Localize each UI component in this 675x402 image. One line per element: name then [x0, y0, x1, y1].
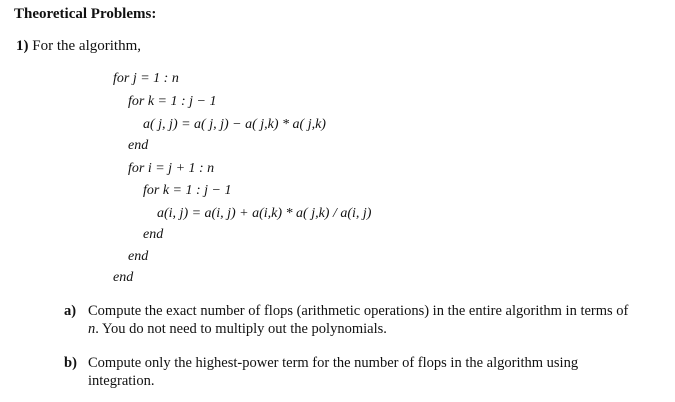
code-line-for-i: for i = j + 1 : n — [128, 161, 215, 176]
code-line-offdiagonal-update: a(i, j) = a(i, j) + a(i,k) * a( j,k) / a(i, j) — [157, 206, 372, 221]
section-title: Theoretical Problems: — [14, 6, 157, 22]
question-a-variable: n — [88, 321, 96, 337]
question-a-letter: a) — [64, 303, 77, 319]
code-line-end-inner-k: end — [143, 227, 164, 242]
question-a-text — [88, 302, 628, 338]
problem-intro — [16, 38, 141, 55]
question-b-line1: Compute only the highest-power term for the number of flops in the algorithm using — [88, 355, 579, 371]
question-a-line2-rest: . You do not need to multiply out the polynomials. — [95, 321, 387, 337]
code-line-for-j: for j = 1 : n — [113, 71, 179, 86]
code-line-end-k: end — [128, 138, 149, 153]
code-line-diagonal-update: a( j, j) = a( j, j) − a( j,k) * a( j,k) — [143, 117, 326, 132]
question-b-line2: integration. — [88, 373, 155, 389]
question-b-letter: b) — [64, 355, 77, 371]
problem-intro-text: For the algorithm, — [32, 38, 141, 54]
question-a-line2 — [88, 320, 628, 338]
question-b-text — [88, 354, 578, 390]
question-b — [64, 354, 664, 394]
question-a-line1: Compute the exact number of flops (arithmetic operations) in the entire algorithm in terms of — [88, 303, 629, 319]
code-line-for-k: for k = 1 : j − 1 — [128, 94, 217, 109]
problem-number: 1) — [16, 38, 29, 54]
code-line-end-i: end — [128, 249, 149, 264]
code-line-end-j: end — [113, 270, 134, 285]
code-line-inner-for-k: for k = 1 : j − 1 — [143, 183, 232, 198]
question-a — [64, 302, 664, 342]
